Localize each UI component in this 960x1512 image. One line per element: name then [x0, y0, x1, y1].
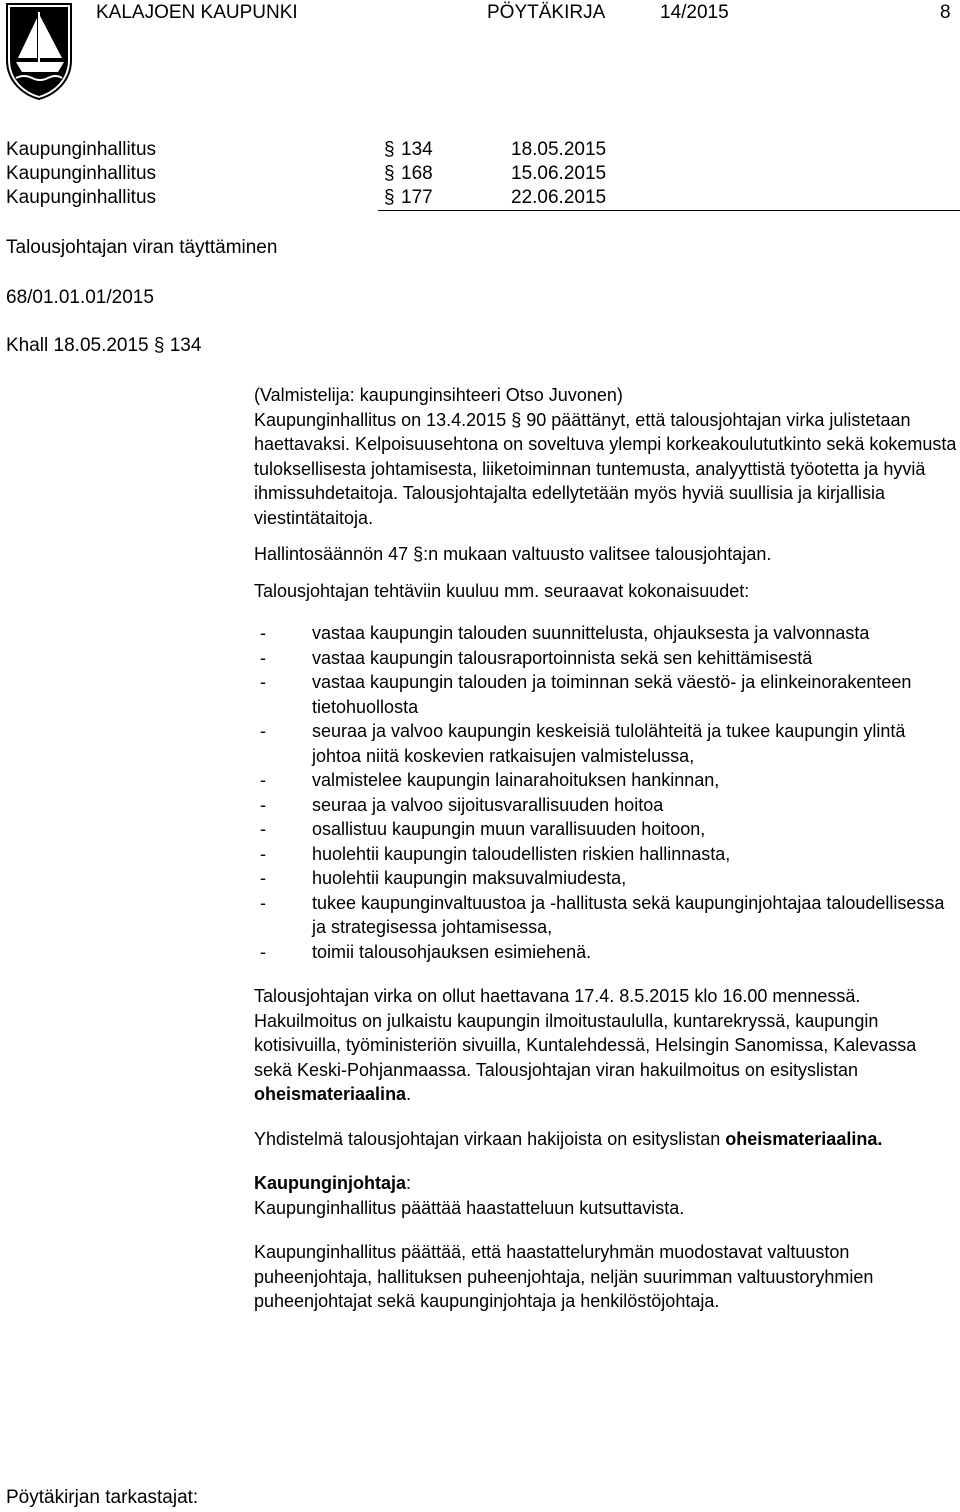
duty-item: - toimii talousohjauksen esimiehenä.	[260, 941, 592, 962]
duties-intro: Talousjohtajan tehtäviin kuuluu mm. seuraavat kokonaisuudet:	[254, 580, 750, 601]
meeting-date: 18.05.2015	[511, 139, 607, 160]
protocol-number: 14/2015	[660, 2, 729, 23]
preparer-line: (Valmistelija: kaupunginsihteeri Otso Juvonen)	[254, 385, 623, 405]
section-sign: §	[384, 163, 395, 184]
section-number: 168	[401, 163, 433, 184]
meeting-row	[6, 186, 956, 210]
duty-item: - vastaa kaupungin talouden ja toiminnan sekä väestö- ja elinkeinorakenteen tietohuollosta	[260, 672, 912, 717]
section-number: 134	[401, 139, 433, 160]
duties-list	[254, 621, 958, 964]
meeting-date: 22.06.2015	[511, 187, 607, 208]
section-number: 177	[401, 187, 433, 208]
page-number: 8	[940, 2, 951, 23]
duty-item: - valmistelee kaupungin lainarahoituksen hankinnan,	[260, 770, 720, 790]
application-paragraph: Talousjohtajan virka on ollut haettavana 17.4. 8.5.2015 klo 16.00 mennessä. Hakuilmoitus on julkaistu kaupungin ilmoitustaululla, kuntarekryssä, kaupungin kotisivuilla, työministeriön sivuilla, Kuntalehdessä, Helsingin Sanomissa, Kalevassa sekä Keski-Pohjanmaassa. Talousjohtajan viran hakuilmoitus on esityslistan oheismateriaalina.	[254, 986, 917, 1104]
section-sign: §	[384, 187, 395, 208]
page-header	[0, 0, 960, 30]
meeting-body: Kaupunginhallitus	[6, 163, 157, 184]
meeting-body: Kaupunginhallitus	[6, 187, 157, 208]
duty-item: - seuraa ja valvoo kaupungin keskeisiä tulolähteitä ja tukee kaupungin ylintä johtoa niitä koskevien ratkaisujen valmistelussa,	[260, 721, 906, 766]
processing-history: Khall 18.05.2015 § 134	[6, 335, 202, 356]
duty-item: - tukee kaupunginvaltuustoa ja -hallitusta sekä kaupunginjohtajaa taloudellisessa ja strategisessa johtamisessa,	[260, 892, 945, 937]
duty-item: - huolehtii kaupungin taloudellisten riskien hallinnasta,	[260, 843, 731, 864]
attachment-reference: oheismateriaalina	[254, 1084, 407, 1104]
item-body	[254, 383, 958, 1314]
section-sign: §	[384, 139, 395, 160]
meeting-body: Kaupunginhallitus	[6, 139, 157, 160]
document-type: PÖYTÄKIRJA	[487, 2, 606, 23]
decision-paragraph: Kaupunginhallitus päättää, että haastatteluryhmän muodostavat valtuuston puheenjohtaja, hallituksen puheenjohtaja, neljän suurimman valtuustoryhmien puheenjohtajat sekä kaupunginjohtaja ja henkilöstöjohtaja.	[254, 1242, 874, 1311]
section-divider	[378, 210, 960, 211]
attachment-reference: oheismateriaalina.	[725, 1128, 883, 1149]
regulation-paragraph: Hallintosäännön 47 §:n mukaan valtuusto valitsee talousjohtajan.	[254, 544, 772, 564]
agenda-item-title: Talousjohtajan viran täyttäminen	[6, 237, 278, 258]
minutes-checkers-label: Pöytäkirjan tarkastajat:	[6, 1487, 199, 1508]
meeting-date: 15.06.2015	[511, 163, 607, 184]
duty-item: - osallistuu kaupungin muun varallisuuden hoitoon,	[260, 819, 706, 839]
summary-paragraph: Yhdistelmä talousjohtajan virkaan hakijoista on esityslistan oheismateriaalina.	[254, 1128, 883, 1149]
duty-item: - vastaa kaupungin talouden suunnittelusta, ohjauksesta ja valvonnasta	[260, 623, 870, 643]
duty-item: - seuraa ja valvoo sijoitusvarallisuuden hoitoa	[260, 794, 664, 815]
document-reference: 68/01.01.01/2015	[6, 287, 154, 308]
duty-item: - huolehtii kaupungin maksuvalmiudesta,	[260, 868, 627, 888]
meeting-row	[6, 162, 956, 186]
organization-name: KALAJOEN KAUPUNKI	[96, 2, 298, 23]
city-coat-of-arms	[4, 2, 74, 100]
meeting-row	[6, 138, 956, 162]
intro-paragraph: Kaupunginhallitus on 13.4.2015 § 90 päättänyt, että talousjohtajan virka julistetaan haettavaksi. Kelpoisuusehtona on soveltuva ylempi korkeakoulututkinto sekä kokemusta tuloksellisesta johtamisesta, liiketoiminnan tuntemusta, analyyttistä työotetta ja hyviä ihmissuhdetaitoja. Talousjohtajalta edellytetään myös hyviä suullisia ja kirjallisia viestintätaitoja.	[254, 409, 957, 528]
proposal-text: Kaupunginhallitus päättää haastatteluun kutsuttavista.	[254, 1197, 685, 1218]
duty-item: - vastaa kaupungin talousraportoinnista sekä sen kehittämisestä	[260, 647, 813, 668]
proposal-label: Kaupunginjohtaja:	[254, 1173, 412, 1193]
